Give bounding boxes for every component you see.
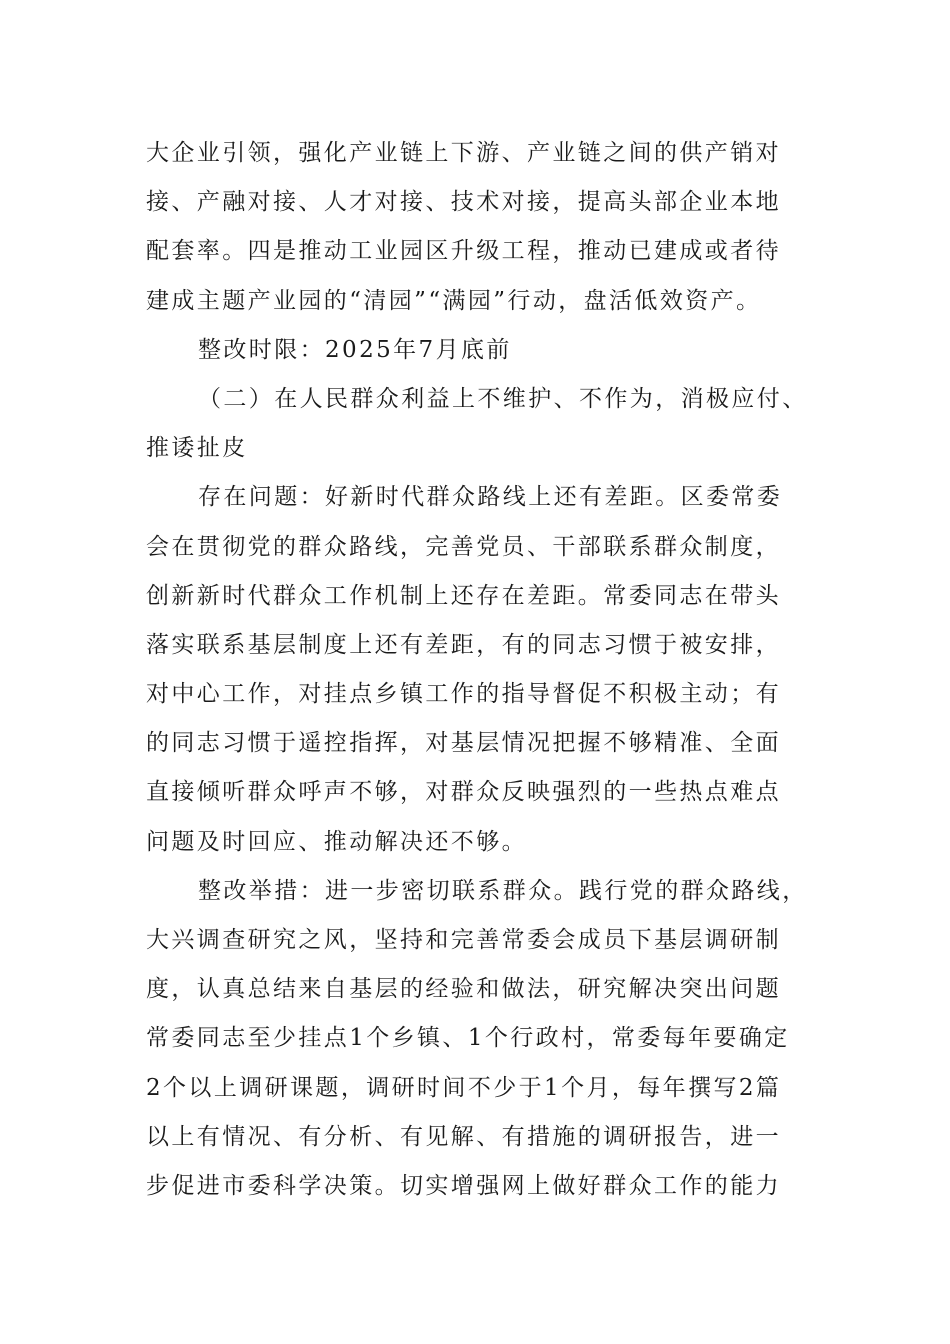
text-line: 接、产融对接、人才对接、技术对接，提高头部企业本地 [146,189,781,216]
text-line: 直接倾听群众呼声不够，对群众反映强烈的一些热点难点 [146,779,781,806]
text-line: 步促进市委科学决策。切实增强网上做好群众工作的能力 [146,1172,781,1199]
deadline-line: 整改时限：2025年7月底前 [198,336,512,363]
text-line: 会在贯彻党的群众路线，完善党员、干部联系群众制度， [146,533,781,560]
text-line: 创新新时代群众工作机制上还存在差距。常委同志在带头 [146,582,781,609]
text-line: 度，认真总结来自基层的经验和做法，研究解决突出问题 [146,976,781,1003]
problem-paragraph-start: 存在问题：好新时代群众路线上还有差距。区委常委 [198,484,783,511]
measures-paragraph-start: 整改举措：进一步密切联系群众。践行党的群众路线， [198,877,808,904]
text-line: 常委同志至少挂点1个乡镇、1个行政村，常委每年要确定 [146,1025,790,1052]
text-line: 的同志习惯于遥控指挥，对基层情况把握不够精准、全面 [146,730,781,757]
text-line: 以上有情况、有分析、有见解、有措施的调研报告，进一 [146,1123,781,1150]
text-line: 落实联系基层制度上还有差距，有的同志习惯于被安排， [146,631,781,658]
text-line: 建成主题产业园的“清园”“满园”行动，盘活低效资产。 [146,287,762,314]
text-line: 大企业引领，强化产业链上下游、产业链之间的供产销对 [146,140,781,166]
text-line: 2个以上调研课题，调研时间不少于1个月，每年撰写2篇 [146,1074,782,1101]
text-line: 对中心工作，对挂点乡镇工作的指导督促不积极主动；有 [146,681,781,708]
body-text [146,133,810,1215]
section-heading: （二）在人民群众利益上不维护、不作为，消极应付、 [198,385,808,412]
text-line: 问题及时回应、推动解决还不够。 [146,828,527,855]
text-line: 配套率。四是推动工业园区升级工程，推动已建成或者待 [146,238,781,265]
text-line: 大兴调查研究之风，坚持和完善常委会成员下基层调研制 [146,927,781,953]
section-heading-continued: 推诿扯皮 [146,435,248,462]
